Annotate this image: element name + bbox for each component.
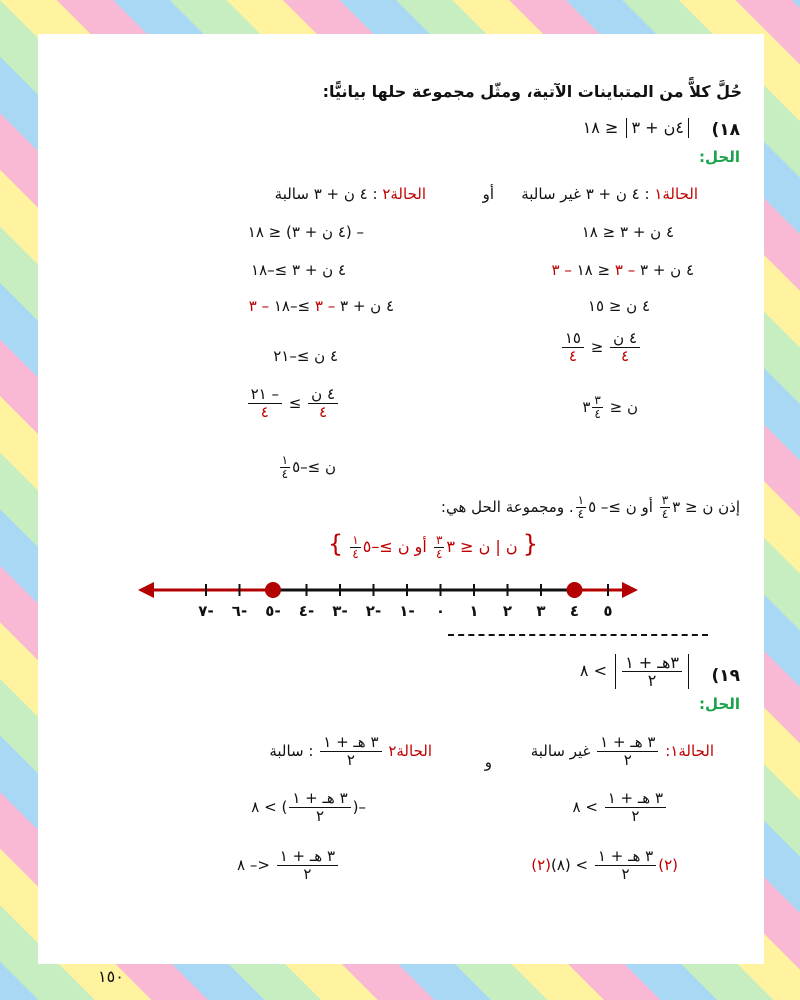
p19-c2-step1-minus: – — [358, 798, 366, 816]
c1-frac-right-num: ١٥ — [562, 330, 584, 348]
c1-mixed-whole: ٣ — [582, 398, 591, 416]
p19-c2-frac2-num: ٣ هـ + ١ — [277, 848, 338, 866]
set-frac1 — [434, 534, 444, 561]
tick-label: ٣- — [332, 602, 348, 620]
p19-c1-frac2-num: ٣ هـ + ١ — [595, 848, 656, 866]
p19-c1-step2-mult-right: (٢) — [531, 856, 551, 874]
c1-step1: ٤ ن + ٣ ≤ ١٨ — [581, 223, 674, 241]
absolute-value: ٤ن + ٣ — [626, 118, 689, 138]
c1-step2-a: ٤ ن + ٣ — [639, 261, 694, 279]
c2-frac-left-den: ٤ — [319, 403, 328, 421]
p19-frac — [622, 654, 682, 689]
tick-label: ٥- — [265, 602, 281, 620]
c1-step2-c: ≤ ١٨ — [576, 261, 611, 279]
c2-frac-right-num: – ٢١ — [248, 386, 282, 404]
set-part-b: أو ن ≥–٥ — [362, 537, 432, 556]
p19-c2-frac1 — [289, 790, 350, 825]
c2-step5 — [246, 386, 340, 421]
number-line — [138, 570, 638, 620]
set-frac2 — [350, 534, 360, 561]
c1-mixed-frac — [592, 394, 602, 421]
and-word: و — [484, 753, 492, 771]
c2-step3-d: – ٣ — [248, 297, 270, 315]
solution-label-19: الحل: — [699, 695, 740, 713]
p19-case1-text: غير سالبة — [530, 742, 591, 760]
p19-frac-num: ٣هـ + ١ — [622, 654, 682, 672]
conclusion-mid: أو ن ≥– ٥ — [588, 498, 658, 516]
p19-c1-step2-mult-left: (٢) — [658, 856, 678, 874]
tick-label: ٢ — [502, 602, 513, 620]
c2-step5-rel: ≥ — [288, 394, 302, 412]
c2-step4: ٤ ن ≥–٢١ — [273, 347, 338, 365]
p19-case1-frac — [597, 734, 658, 769]
c1-frac-right-den: ٤ — [568, 347, 577, 365]
c1-step4 — [560, 330, 642, 365]
c1-frac-left — [610, 330, 640, 365]
p19-c2-frac2 — [277, 848, 338, 883]
p19-c1-step1-rel: > ٨ — [572, 798, 598, 816]
p19-case1-colon: : — [665, 742, 671, 760]
conclusion-frac2-den: ٤ — [577, 507, 585, 521]
arrowhead-left — [138, 582, 154, 598]
tick-label: ٥ — [603, 602, 613, 620]
c2-step6 — [278, 454, 336, 481]
p19-c1-step2 — [531, 848, 678, 883]
p19-case2-label: الحالة٢ — [388, 742, 432, 760]
p19-c2-step1-rel: ) > ٨ — [251, 798, 288, 816]
p19-c1-step1 — [573, 790, 669, 825]
p19-c2-step1-open: ( — [352, 798, 359, 816]
set-frac2-den: ٤ — [352, 547, 359, 561]
solution-label-18: الحل: — [699, 148, 740, 166]
tick-label: ١ — [469, 602, 479, 620]
p19-abs — [615, 654, 689, 689]
c1-frac-left-num: ٤ ن — [610, 330, 640, 348]
conclusion-post: . ومجموعة الحل هي: — [440, 498, 574, 516]
conclusion-frac1-den: ٤ — [661, 507, 669, 521]
problem-18-inequality — [583, 118, 692, 138]
p19-rel: > ٨ — [579, 661, 608, 680]
tick-label: ٣ — [536, 602, 546, 620]
p19-case1-frac-num: ٣ هـ + ١ — [597, 734, 658, 752]
worksheet-page — [38, 34, 764, 986]
tick-label: ٦- — [231, 602, 248, 620]
c1-mixed-num: ٣ — [594, 393, 601, 407]
c1-step2-d: – ٣ — [551, 261, 572, 279]
or-word: أو — [482, 185, 494, 203]
c2-step3-c: ≥–١٨ — [273, 297, 311, 315]
c1-step5 — [582, 394, 638, 421]
closed-point — [567, 582, 583, 598]
problem-19-number: ١٩) — [711, 666, 740, 686]
page-number: ١٥٠ — [98, 967, 124, 986]
set-frac2-num: ١ — [352, 533, 359, 547]
p19-c2-step2 — [237, 848, 340, 883]
closed-point — [265, 582, 281, 598]
p19-c1-step2-rel: > (٨) — [551, 856, 589, 874]
p19-case1-frac-den: ٢ — [623, 751, 632, 769]
solution-set — [327, 530, 538, 561]
p19-case1-heading — [531, 734, 714, 769]
c2-step2: ٤ ن + ٣ ≥–١٨ — [251, 261, 346, 279]
c2-step3-b: – ٣ — [314, 297, 336, 315]
p19-c1-frac1-num: ٣ هـ + ١ — [605, 790, 666, 808]
c2-step1: – (٤ ن + ٣) ≤ ١٨ — [247, 223, 364, 241]
conclusion-frac1-num: ٣ — [661, 493, 669, 507]
p19-c2-frac1-num: ٣ هـ + ١ — [289, 790, 350, 808]
c2-mixed-frac — [280, 454, 290, 481]
case2-label: الحالة٢ — [382, 185, 426, 203]
c1-frac-right — [562, 330, 584, 365]
problem-19-inequality — [580, 654, 692, 689]
c1-step2-b: – ٣ — [614, 261, 636, 279]
case1-label: الحالة١ — [654, 185, 698, 203]
c2-mixed-den: ٤ — [281, 467, 289, 481]
tick-label: ١- — [399, 602, 415, 620]
p19-case2-heading — [269, 734, 432, 769]
conclusion-frac2 — [576, 494, 586, 521]
c2-mixed-num: ١ — [281, 453, 289, 467]
conclusion-pre: إذن ن ≤ ٣ — [672, 498, 740, 516]
c2-frac-right — [248, 386, 282, 421]
p19-c2-frac2-den: ٢ — [303, 865, 312, 883]
p19-c1-frac2-den: ٢ — [621, 865, 630, 883]
set-frac1-den: ٤ — [435, 547, 443, 561]
problem-18-number: ١٨) — [711, 120, 740, 140]
p19-case1-label: الحالة١ — [670, 742, 714, 760]
c2-step3-a: ٤ ن + ٣ — [339, 297, 394, 315]
tick-label: ٠ — [435, 602, 446, 620]
p19-frac-den: ٢ — [647, 671, 657, 690]
set-brace-close: } — [327, 530, 344, 558]
conclusion-line — [441, 494, 740, 521]
c1-mixed-den: ٤ — [594, 407, 601, 421]
set-brace-open: { — [522, 530, 538, 558]
p19-c1-frac1 — [605, 790, 666, 825]
case1-heading — [521, 184, 698, 204]
tick-label: ٧- — [198, 602, 214, 620]
instruction-text: حُلَّ كلاًّ من المتباينات الآتية، ومثّل مجموعة حلها بيانيًّا: — [322, 82, 742, 101]
arrowhead-right — [622, 582, 638, 598]
p19-c1-frac2 — [595, 848, 656, 883]
c1-step4-rel: ≤ — [590, 338, 604, 356]
p19-case2-frac-den: ٢ — [346, 751, 355, 769]
tick-label: ٤- — [298, 602, 315, 620]
c1-frac-left-den: ٤ — [621, 347, 630, 365]
conclusion-frac2-num: ١ — [577, 493, 585, 507]
p19-case2-text: سالبة — [269, 742, 304, 760]
c2-frac-left — [308, 386, 338, 421]
conclusion-frac1 — [660, 494, 670, 521]
case2-heading — [275, 184, 426, 204]
case2-text: : ٤ ن + ٣ سالبة — [274, 185, 378, 203]
p19-c2-frac1-den: ٢ — [315, 807, 325, 825]
tick-label: ٢- — [365, 602, 382, 620]
c2-step6-lhs: ن ≥–٥ — [292, 458, 336, 476]
p19-case2-frac-num: ٣ هـ + ١ — [320, 734, 381, 752]
p19-c2-step1 — [251, 790, 366, 825]
tick-label: ٤ — [569, 602, 580, 620]
c2-frac-left-num: ٤ ن — [308, 386, 338, 404]
set-part-a: ن | ن ≤ ٣ — [446, 537, 518, 556]
set-frac1-num: ٣ — [435, 533, 443, 547]
separator-dashes — [448, 634, 708, 636]
p19-case2-frac — [320, 734, 381, 769]
c1-step3: ٤ ن ≤ ١٥ — [587, 297, 650, 315]
case1-text: : ٤ ن + ٣ غير سالبة — [521, 185, 650, 203]
c2-frac-right-den: ٤ — [260, 403, 269, 421]
c1-step2 — [551, 260, 694, 280]
p19-c2-step2-rel: <– ٨ — [237, 856, 270, 874]
p19-c1-frac1-den: ٢ — [631, 807, 640, 825]
inequality-rel: ≤ ١٨ — [582, 118, 619, 137]
p19-case2-colon: : — [308, 742, 314, 760]
c2-step3 — [249, 296, 394, 316]
c1-step5-lhs: ن ≤ — [609, 398, 638, 416]
